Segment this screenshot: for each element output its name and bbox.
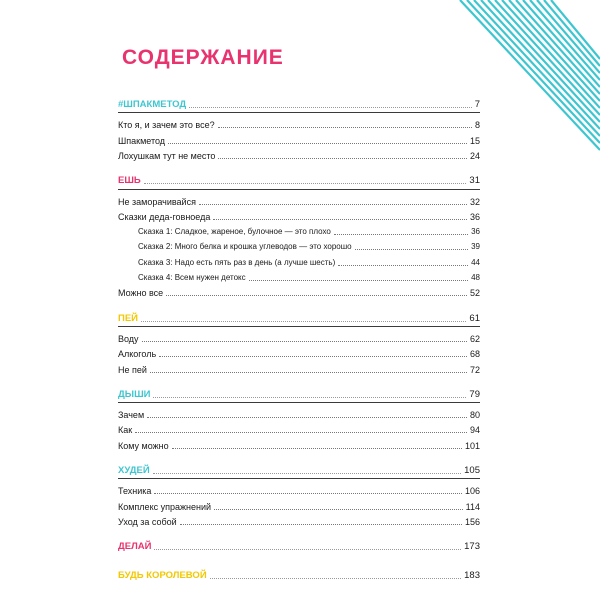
table-of-contents (118, 0, 480, 600)
toc-entry-label: Зачем (118, 410, 145, 421)
dot-leader (172, 447, 462, 449)
toc-page-number: 105 (464, 465, 480, 476)
toc-section-row[interactable] (118, 310, 480, 324)
toc-page-number: 72 (469, 364, 480, 375)
dot-leader (147, 416, 467, 418)
toc-subitem-row[interactable] (118, 223, 480, 237)
toc-entry-label: Можно все (118, 288, 164, 299)
dot-leader (142, 340, 467, 342)
dot-leader (355, 248, 468, 250)
toc-page-number: 44 (471, 257, 480, 267)
toc-page-number: 24 (469, 150, 480, 161)
toc-entry-label: Комплекс упражнений (118, 501, 212, 512)
toc-item-row[interactable] (118, 208, 480, 222)
stripe-line (516, 0, 600, 94)
toc-entry-label: ДЫШИ (118, 388, 151, 400)
toc-item-row[interactable] (118, 406, 480, 420)
toc-item-row[interactable] (118, 193, 480, 207)
dot-leader (338, 264, 468, 266)
toc-entry-label: Сказка 3: Надо есть пять раз в день (а лучше шесть) (138, 257, 336, 267)
dot-leader (141, 320, 466, 322)
toc-entry-label: Сказки деда-говноеда (118, 211, 211, 222)
page-title: СОДЕРЖАНИЕ (122, 46, 284, 69)
toc-item-row[interactable] (118, 421, 480, 435)
toc-page-number: 31 (469, 175, 480, 187)
toc-item-row[interactable] (118, 116, 480, 130)
dot-leader (218, 157, 467, 159)
toc-item-row[interactable] (118, 132, 480, 146)
section-divider (118, 326, 480, 327)
toc-page-number: 36 (471, 227, 480, 237)
toc-entry-label: Техника (118, 486, 152, 497)
toc-section-row[interactable] (118, 538, 480, 552)
dot-leader (213, 218, 467, 220)
toc-page-number: 114 (465, 501, 480, 512)
toc-page-number: 62 (469, 333, 480, 344)
toc-page-number: 80 (469, 410, 480, 421)
dot-leader (199, 203, 467, 205)
toc-entry-label: БУДЬ КОРОЛЕВОЙ (118, 569, 207, 581)
toc-entry-label: Сказка 4: Всем нужен детокс (138, 273, 246, 282)
toc-item-row[interactable] (118, 147, 480, 161)
toc-entry-label: Лохушкам тут не место (118, 150, 216, 161)
toc-page-number: 52 (469, 288, 480, 299)
dot-leader (168, 142, 467, 144)
toc-subitem-row[interactable] (118, 238, 480, 252)
toc-entry-label: Сказка 1: Сладкое, жареное, булочное — это плохо (138, 227, 331, 237)
dot-leader (214, 508, 463, 510)
toc-entry-label: Кому можно (118, 440, 169, 451)
toc-page-number: 48 (471, 273, 480, 282)
toc-page-number: 32 (469, 196, 480, 207)
toc-page-number: 36 (469, 211, 480, 222)
section-divider (118, 478, 480, 479)
toc-item-row[interactable] (118, 498, 480, 512)
toc-section-row[interactable] (118, 567, 480, 581)
dot-leader (180, 523, 462, 525)
dot-leader (159, 355, 467, 357)
toc-item-row[interactable] (118, 284, 480, 298)
toc-page-number: 94 (469, 425, 480, 436)
toc-page-number: 68 (469, 349, 480, 360)
toc-page-number: 61 (469, 312, 480, 324)
toc-entry-label: Как (118, 425, 133, 436)
toc-entry-label: #ШПАКМЕТОД (118, 99, 187, 110)
dot-leader (189, 106, 472, 108)
stripe-line (495, 0, 600, 115)
toc-entry-label: Не пей (118, 364, 147, 375)
dot-leader (210, 577, 461, 579)
toc-page-number: 156 (464, 516, 480, 527)
toc-item-row[interactable] (118, 482, 480, 496)
toc-subitem-row[interactable] (118, 269, 480, 283)
toc-page-number: 101 (464, 440, 480, 451)
toc-section-row[interactable] (118, 462, 480, 476)
toc-page-number: 183 (464, 569, 480, 581)
toc-page-number: 39 (471, 242, 480, 252)
toc-entry-label: ХУДЕЙ (118, 465, 150, 476)
toc-section-row[interactable] (118, 172, 480, 186)
toc-page-number: 173 (464, 541, 480, 553)
dot-leader (150, 371, 467, 373)
toc-entry-label: Уход за собой (118, 516, 177, 527)
toc-entry-label: ДЕЛАЙ (118, 541, 152, 553)
toc-section-row[interactable] (118, 386, 480, 400)
section-divider (118, 189, 480, 190)
toc-section-row[interactable] (118, 96, 480, 110)
toc-entry-label: ПЕЙ (118, 312, 138, 324)
dot-leader (166, 294, 467, 296)
toc-entry-label: Воду (118, 333, 139, 344)
toc-entry-label: Алкоголь (118, 349, 157, 360)
toc-entry-label: Кто я, и зачем это все? (118, 120, 215, 131)
section-divider (118, 112, 480, 113)
dot-leader (153, 396, 466, 398)
toc-entry-label: Сказка 2: Много белка и крошка углеводов — это хорошо (138, 242, 352, 252)
section-divider (118, 402, 480, 403)
dot-leader (249, 279, 468, 281)
toc-entry-label: ЕШЬ (118, 175, 141, 187)
toc-page-number: 7 (474, 99, 480, 110)
toc-item-row[interactable] (118, 513, 480, 527)
toc-item-row[interactable] (118, 330, 480, 344)
toc-entry-label: Шпакметод (118, 135, 166, 146)
toc-page-number: 8 (474, 120, 480, 131)
toc-subitem-row[interactable] (118, 254, 480, 268)
toc-page-number: 79 (469, 388, 480, 400)
toc-page-number: 15 (469, 135, 480, 146)
stripe-line (474, 0, 600, 136)
toc-item-row[interactable] (118, 361, 480, 375)
dot-leader (153, 472, 461, 474)
dot-leader (144, 182, 467, 184)
toc-item-row[interactable] (118, 345, 480, 359)
toc-page-number: 106 (464, 486, 480, 497)
dot-leader (218, 126, 472, 128)
stripe-line (551, 0, 600, 59)
dot-leader (154, 548, 461, 550)
dot-leader (154, 492, 462, 494)
toc-item-row[interactable] (118, 437, 480, 451)
dot-leader (135, 431, 467, 433)
dot-leader (334, 233, 468, 235)
toc-entry-label: Не заморачивайся (118, 196, 196, 207)
